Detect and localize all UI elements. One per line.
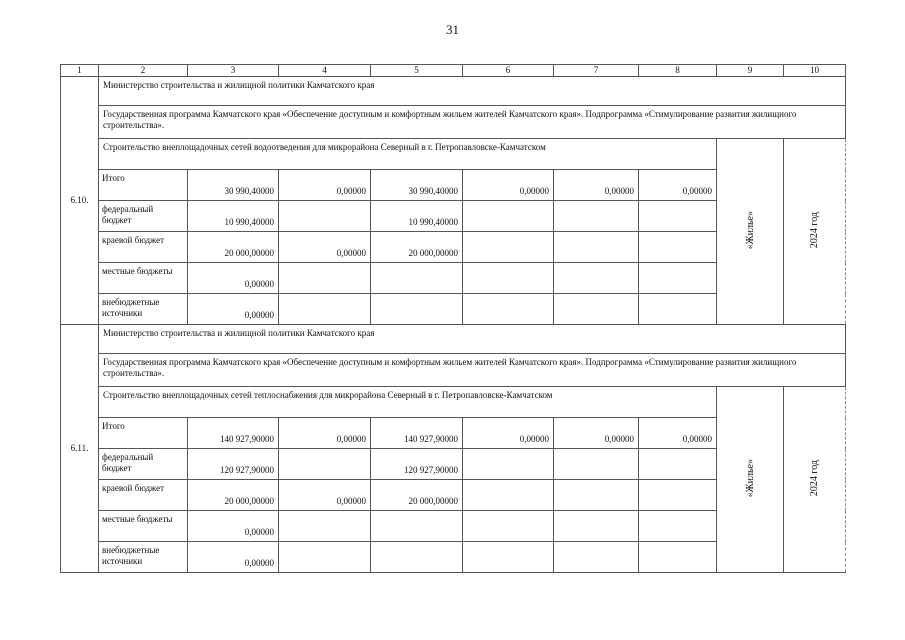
program-short: «Жилье» <box>744 458 756 498</box>
column-header: 8 <box>639 65 717 77</box>
value-cell <box>371 294 463 325</box>
value-cell: 0,00000 <box>279 480 371 511</box>
value-cell <box>554 201 639 232</box>
value-cell: 0,00000 <box>639 418 717 449</box>
column-header: 3 <box>188 65 279 77</box>
value-cell: 20 000,00000 <box>371 480 463 511</box>
row-label: внебюджетные источники <box>99 542 188 573</box>
value-cell <box>463 542 554 573</box>
value-cell: 0,00000 <box>554 170 639 201</box>
ministry-name: Министерство строительства и жилищной политики Камчатского края <box>99 77 846 106</box>
year-cell <box>784 139 846 325</box>
value-cell <box>279 263 371 294</box>
value-cell <box>463 480 554 511</box>
column-header: 6 <box>463 65 554 77</box>
value-cell: 0,00000 <box>188 263 279 294</box>
value-cell: 0,00000 <box>463 170 554 201</box>
column-header: 1 <box>61 65 99 77</box>
column-header: 2 <box>99 65 188 77</box>
value-cell <box>279 294 371 325</box>
value-cell <box>639 263 717 294</box>
value-cell: 0,00000 <box>463 418 554 449</box>
value-cell <box>279 449 371 480</box>
column-header: 10 <box>784 65 846 77</box>
value-cell: 0,00000 <box>188 542 279 573</box>
column-header: 5 <box>371 65 463 77</box>
value-cell <box>279 511 371 542</box>
program-row <box>61 106 846 139</box>
ministry-name: Министерство строительства и жилищной политики Камчатского края <box>99 325 846 354</box>
column-header: 7 <box>554 65 639 77</box>
object-name: Строительство внеплощадочных сетей теплоснабжения для микрорайона Северный в г. Петропавловске-Камчатском <box>99 387 717 418</box>
ministry-row <box>61 77 846 106</box>
row-label: краевой бюджет <box>99 232 188 263</box>
value-cell <box>554 542 639 573</box>
value-cell <box>554 294 639 325</box>
value-cell <box>554 480 639 511</box>
value-cell <box>639 511 717 542</box>
row-label: Итого <box>99 170 188 201</box>
value-cell <box>554 263 639 294</box>
program-short: «Жилье» <box>744 210 756 250</box>
value-cell: 20 000,00000 <box>188 232 279 263</box>
value-cell: 30 990,40000 <box>371 170 463 201</box>
program-short-cell <box>717 139 784 325</box>
value-cell <box>639 232 717 263</box>
value-cell: 30 990,40000 <box>188 170 279 201</box>
value-cell: 0,00000 <box>639 170 717 201</box>
year: 2024 год <box>809 459 820 497</box>
row-label: местные бюджеты <box>99 263 188 294</box>
row-label: федеральный бюджет <box>99 201 188 232</box>
year: 2024 год <box>809 211 820 249</box>
value-cell <box>554 232 639 263</box>
value-cell: 0,00000 <box>279 170 371 201</box>
row-label: федеральный бюджет <box>99 449 188 480</box>
value-cell: 0,00000 <box>188 511 279 542</box>
page-number: 31 <box>446 22 459 37</box>
object-name: Строительство внеплощадочных сетей водоотведения для микрорайона Северный в г. Петропавловске-Камчатском <box>99 139 717 170</box>
program-row <box>61 354 846 387</box>
value-cell: 120 927,90000 <box>188 449 279 480</box>
value-cell <box>463 263 554 294</box>
row-number: 6.11. <box>61 325 99 573</box>
value-cell <box>639 480 717 511</box>
value-cell <box>463 294 554 325</box>
ministry-row <box>61 325 846 354</box>
value-cell <box>554 511 639 542</box>
value-cell <box>639 542 717 573</box>
value-cell: 140 927,90000 <box>371 418 463 449</box>
value-cell <box>554 449 639 480</box>
value-cell: 120 927,90000 <box>371 449 463 480</box>
value-cell <box>639 449 717 480</box>
column-header: 4 <box>279 65 371 77</box>
value-cell <box>371 542 463 573</box>
value-cell: 0,00000 <box>188 294 279 325</box>
value-cell: 0,00000 <box>554 418 639 449</box>
value-cell: 0,00000 <box>279 232 371 263</box>
object-row <box>61 139 846 170</box>
value-cell: 0,00000 <box>279 418 371 449</box>
budget-table <box>60 64 846 573</box>
row-label: краевой бюджет <box>99 480 188 511</box>
row-label: внебюджетные источники <box>99 294 188 325</box>
value-cell <box>463 449 554 480</box>
object-row <box>61 387 846 418</box>
value-cell <box>279 542 371 573</box>
value-cell: 140 927,90000 <box>188 418 279 449</box>
value-cell <box>463 201 554 232</box>
row-number: 6.10. <box>61 77 99 325</box>
value-cell: 10 990,40000 <box>188 201 279 232</box>
value-cell: 20 000,00000 <box>371 232 463 263</box>
program-name: Государственная программа Камчатского края «Обеспечение доступным и комфортным жильем жителей Камчатского края». Подпрограмма «Стимулирование развития жилищного строительства». <box>99 354 846 387</box>
value-cell: 10 990,40000 <box>371 201 463 232</box>
year-cell <box>784 387 846 573</box>
program-name: Государственная программа Камчатского края «Обеспечение доступным и комфортным жильем жителей Камчатского края». Подпрограмма «Стимулирование развития жилищного строительства». <box>99 106 846 139</box>
value-cell <box>639 294 717 325</box>
value-cell <box>279 201 371 232</box>
value-cell <box>463 232 554 263</box>
column-header: 9 <box>717 65 784 77</box>
value-cell <box>463 511 554 542</box>
value-cell <box>639 201 717 232</box>
row-label: Итого <box>99 418 188 449</box>
row-label: местные бюджеты <box>99 511 188 542</box>
value-cell <box>371 511 463 542</box>
column-number-row <box>61 65 846 77</box>
value-cell: 20 000,00000 <box>188 480 279 511</box>
value-cell <box>371 263 463 294</box>
program-short-cell <box>717 387 784 573</box>
